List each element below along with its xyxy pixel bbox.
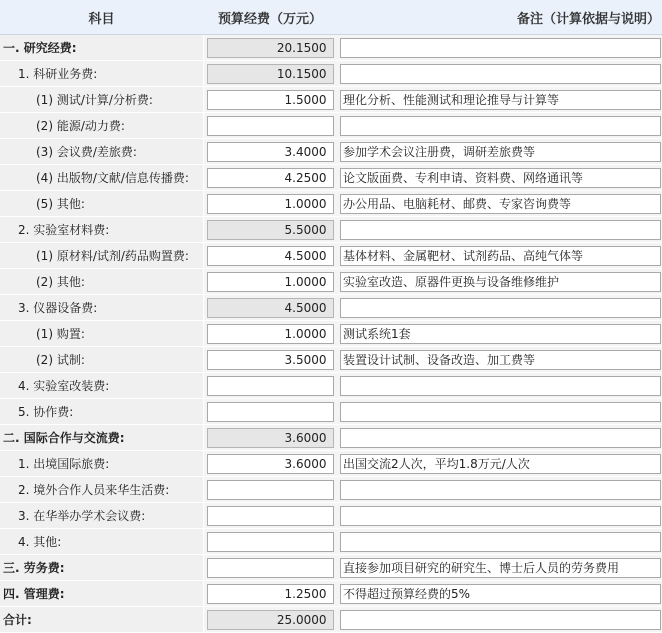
note-input[interactable] — [340, 532, 661, 552]
budget-input[interactable] — [207, 532, 334, 552]
item-label: 3. 在华举办学术会议费: — [0, 503, 203, 529]
note-cell — [337, 269, 662, 295]
note-cell — [337, 607, 662, 633]
note-input[interactable]: 测试系统1套 — [340, 324, 661, 344]
note-cell — [337, 581, 662, 607]
budget-subtotal-field: 20.1500 — [207, 38, 334, 58]
header-budget: 预算经费（万元） — [203, 0, 337, 35]
table-row — [0, 399, 662, 425]
budget-input[interactable]: 3.4000 — [207, 142, 334, 162]
header-row — [0, 0, 662, 35]
note-input[interactable]: 实验室改造、原器件更换与设备维修维护 — [340, 272, 661, 292]
note-input[interactable] — [340, 64, 661, 84]
note-input[interactable] — [340, 506, 661, 526]
budget-input[interactable] — [207, 402, 334, 422]
table-row — [0, 165, 662, 191]
note-cell — [337, 191, 662, 217]
budget-input[interactable]: 4.5000 — [207, 246, 334, 266]
item-label: (1) 测试/计算/分析费: — [0, 87, 203, 113]
note-cell — [337, 451, 662, 477]
table-row — [0, 269, 662, 295]
item-label: (2) 能源/动力费: — [0, 113, 203, 139]
table-row — [0, 581, 662, 607]
header-item: 科目 — [0, 0, 203, 35]
note-input[interactable]: 出国交流2人次，平均1.8万元/人次 — [340, 454, 661, 474]
item-label: 三. 劳务费: — [0, 555, 203, 581]
note-input[interactable]: 参加学术会议注册费，调研差旅费等 — [340, 142, 661, 162]
budget-cell — [203, 113, 337, 139]
note-cell — [337, 503, 662, 529]
budget-cell — [203, 217, 337, 243]
note-cell — [337, 477, 662, 503]
budget-cell — [203, 581, 337, 607]
table-row — [0, 451, 662, 477]
table-row — [0, 477, 662, 503]
note-cell — [337, 373, 662, 399]
note-cell — [337, 165, 662, 191]
note-input[interactable] — [340, 376, 661, 396]
note-input[interactable] — [340, 220, 661, 240]
note-input[interactable] — [340, 402, 661, 422]
budget-cell — [203, 451, 337, 477]
table-row — [0, 61, 662, 87]
budget-cell — [203, 503, 337, 529]
budget-cell — [203, 243, 337, 269]
budget-cell — [203, 269, 337, 295]
note-cell — [337, 295, 662, 321]
note-input[interactable] — [340, 480, 661, 500]
table-row — [0, 425, 662, 451]
table-row — [0, 243, 662, 269]
item-label: (3) 会议费/差旅费: — [0, 139, 203, 165]
note-input[interactable]: 装置设计试制、设备改造、加工费等 — [340, 350, 661, 370]
budget-cell — [203, 191, 337, 217]
table-row — [0, 503, 662, 529]
budget-cell — [203, 35, 337, 61]
note-input[interactable] — [340, 116, 661, 136]
budget-cell — [203, 373, 337, 399]
budget-cell — [203, 399, 337, 425]
table-row — [0, 87, 662, 113]
budget-cell — [203, 61, 337, 87]
note-cell — [337, 61, 662, 87]
budget-cell — [203, 607, 337, 633]
table-row — [0, 191, 662, 217]
item-label: (4) 出版物/文献/信息传播费: — [0, 165, 203, 191]
note-cell — [337, 529, 662, 555]
table-row — [0, 139, 662, 165]
table-row — [0, 373, 662, 399]
note-input[interactable] — [340, 428, 661, 448]
item-label: 2. 境外合作人员来华生活费: — [0, 477, 203, 503]
item-label: 四. 管理费: — [0, 581, 203, 607]
note-cell — [337, 321, 662, 347]
note-cell — [337, 243, 662, 269]
budget-input[interactable]: 1.2500 — [207, 584, 334, 604]
note-input[interactable] — [340, 298, 661, 318]
budget-cell — [203, 165, 337, 191]
note-cell — [337, 139, 662, 165]
note-input[interactable]: 理化分析、性能测试和理论推导与计算等 — [340, 90, 661, 110]
table-row — [0, 295, 662, 321]
budget-input[interactable]: 1.0000 — [207, 272, 334, 292]
note-cell — [337, 217, 662, 243]
budget-subtotal-field: 3.6000 — [207, 428, 334, 448]
note-input[interactable]: 基体材料、金属靶材、试剂药品、高纯气体等 — [340, 246, 661, 266]
budget-input[interactable] — [207, 558, 334, 578]
budget-input[interactable]: 1.0000 — [207, 194, 334, 214]
budget-subtotal-field: 4.5000 — [207, 298, 334, 318]
item-label: (2) 其他: — [0, 269, 203, 295]
note-cell — [337, 425, 662, 451]
budget-subtotal-field: 25.0000 — [207, 610, 334, 630]
item-label: 一. 研究经费: — [0, 35, 203, 61]
budget-cell — [203, 321, 337, 347]
table-row — [0, 555, 662, 581]
note-input[interactable]: 论文版面费、专利申请、资料费、网络通讯等 — [340, 168, 661, 188]
table-row — [0, 607, 662, 633]
item-label: (1) 原材料/试剂/药品购置费: — [0, 243, 203, 269]
budget-input[interactable]: 1.0000 — [207, 324, 334, 344]
item-label: 2. 实验室材料费: — [0, 217, 203, 243]
budget-rows — [0, 35, 662, 633]
note-input[interactable]: 直接参加项目研究的研究生、博士后人员的劳务费用 — [340, 558, 661, 578]
budget-input[interactable]: 4.2500 — [207, 168, 334, 188]
table-row — [0, 217, 662, 243]
note-cell — [337, 399, 662, 425]
table-row — [0, 35, 662, 61]
budget-cell — [203, 295, 337, 321]
budget-cell — [203, 555, 337, 581]
table-row — [0, 321, 662, 347]
budget-cell — [203, 425, 337, 451]
item-label: 二. 国际合作与交流费: — [0, 425, 203, 451]
note-cell — [337, 555, 662, 581]
item-label: 4. 其他: — [0, 529, 203, 555]
item-label: (1) 购置: — [0, 321, 203, 347]
note-input[interactable] — [340, 610, 661, 630]
budget-cell — [203, 347, 337, 373]
note-cell — [337, 35, 662, 61]
item-label: 4. 实验室改装费: — [0, 373, 203, 399]
budget-input[interactable] — [207, 480, 334, 500]
budget-cell — [203, 477, 337, 503]
item-label: (5) 其他: — [0, 191, 203, 217]
budget-input[interactable]: 1.5000 — [207, 90, 334, 110]
table-row — [0, 113, 662, 139]
item-label: (2) 试制: — [0, 347, 203, 373]
budget-cell — [203, 87, 337, 113]
item-label: 1. 科研业务费: — [0, 61, 203, 87]
budget-input[interactable]: 3.5000 — [207, 350, 334, 370]
table-row — [0, 529, 662, 555]
note-input[interactable]: 不得超过预算经费的5% — [340, 584, 661, 604]
note-input[interactable] — [340, 38, 661, 58]
budget-input[interactable] — [207, 506, 334, 526]
table-row — [0, 347, 662, 373]
budget-input[interactable] — [207, 116, 334, 136]
budget-cell — [203, 139, 337, 165]
note-input[interactable]: 办公用品、电脑耗材、邮费、专家咨询费等 — [340, 194, 661, 214]
item-label: 合计: — [0, 607, 203, 633]
budget-subtotal-field: 5.5000 — [207, 220, 334, 240]
note-cell — [337, 113, 662, 139]
header-note: 备注（计算依据与说明） — [337, 0, 662, 35]
item-label: 3. 仪器设备费: — [0, 295, 203, 321]
budget-subtotal-field: 10.1500 — [207, 64, 334, 84]
item-label: 5. 协作费: — [0, 399, 203, 425]
budget-input[interactable]: 3.6000 — [207, 454, 334, 474]
budget-cell — [203, 529, 337, 555]
note-cell — [337, 87, 662, 113]
item-label: 1. 出境国际旅费: — [0, 451, 203, 477]
budget-input[interactable] — [207, 376, 334, 396]
note-cell — [337, 347, 662, 373]
